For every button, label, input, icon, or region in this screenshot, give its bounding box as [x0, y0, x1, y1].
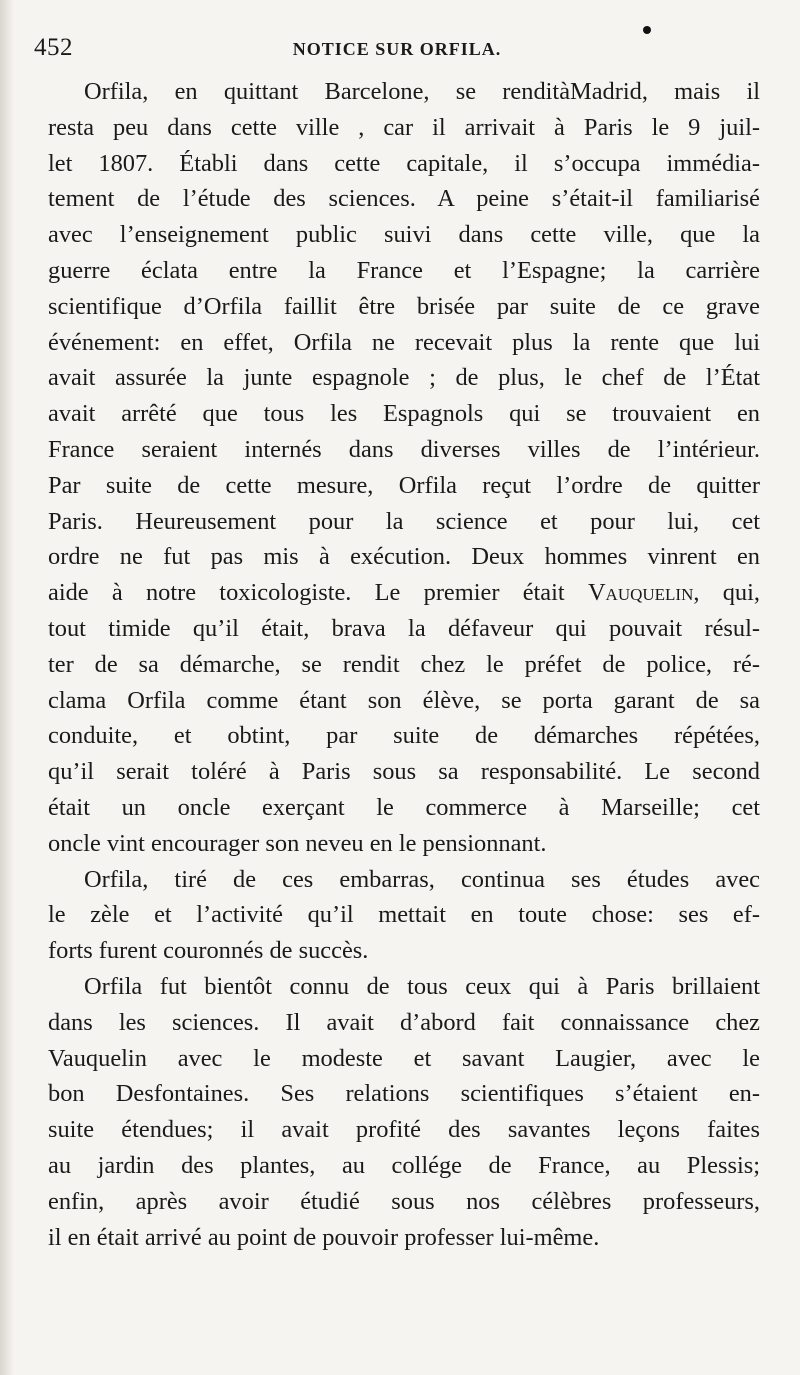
text-line: oncle vint encourager son neveu en le pensionnant. [48, 829, 547, 857]
text-line: tement de l’étude des sciences. A peine s’était-il familiarisé [48, 185, 760, 213]
text-line: ter de sa démarche, se rendit chez le préfet de police, ré- [48, 650, 760, 678]
text-line: avait arrêté que tous les Espagnols qui se trouvaient en [48, 400, 760, 428]
text-line: tout timide qu’il était, brava la défaveur qui pouvait résul- [48, 614, 760, 642]
ink-dot [643, 26, 651, 34]
text-line: guerre éclata entre la France et l’Espagne; la carrière [48, 256, 760, 284]
text-line: suite étendues; il avait profité des savantes leçons faites [48, 1116, 760, 1144]
paragraph-2 [48, 862, 760, 969]
body-text [48, 74, 760, 1255]
text-line: dans les sciences. Il avait d’abord fait connaissance chez [48, 1008, 760, 1036]
text-line: France seraient internés dans diverses villes de l’intérieur. [48, 435, 760, 463]
text-line: Par suite de cette mesure, Orfila reçut l’ordre de quitter [48, 471, 760, 499]
text-line: ordre ne fut pas mis à exécution. Deux hommes vinrent en [48, 543, 760, 571]
text-line: il en était arrivé au point de pouvoir professer lui-même. [48, 1223, 600, 1251]
text-line: let 1807. Établi dans cette capitale, il s’occupa immédia- [48, 149, 760, 177]
text-line: qu’il serait toléré à Paris sous sa responsabilité. Le second [48, 758, 760, 786]
text-line: enfin, après avoir étudié sous nos célèbres professeurs, [48, 1187, 760, 1215]
text-line-with-smallcaps [48, 575, 760, 611]
page-gutter-shadow [0, 0, 14, 1375]
text-line: le zèle et l’activité qu’il mettait en toute chose: ses ef- [48, 901, 760, 929]
smallcaps-name: Vauquelin [587, 579, 694, 607]
text-fragment: aide à notre toxicologiste. Le premier était [48, 579, 588, 607]
text-line: avec l’enseignement public suivi dans cette ville, que la [48, 221, 760, 249]
text-line: conduite, et obtint, par suite de démarches répétées, [48, 722, 760, 750]
text-fragment: , qui, [693, 579, 760, 607]
text-line: avait assurée la junte espagnole ; de plus, le chef de l’État [48, 364, 760, 392]
text-line: resta peu dans cette ville , car il arrivait à Paris le 9 juil- [48, 113, 760, 141]
page-number: 452 [34, 34, 73, 61]
text-line: Orfila fut bientôt connu de tous ceux qui à Paris brillaient [84, 972, 760, 1000]
text-line: bon Desfontaines. Ses relations scientifiques s’étaient en- [48, 1080, 760, 1108]
text-line: événement: en effet, Orfila ne recevait plus la rente que lui [48, 328, 760, 356]
text-line: forts furent couronnés de succès. [48, 937, 369, 965]
paragraph-1 [48, 74, 760, 862]
page-header [34, 34, 760, 64]
text-line: scientifique d’Orfila faillit être brisée par suite de ce grave [48, 292, 760, 320]
text-line: Paris. Heureusement pour la science et pour lui, cet [48, 507, 760, 535]
paragraph-3 [48, 969, 760, 1255]
text-line: clama Orfila comme étant son élève, se porta garant de sa [48, 686, 760, 714]
running-head: NOTICE SUR ORFILA. [292, 39, 502, 59]
text-line: Orfila, tiré de ces embarras, continua ses études avec [84, 865, 760, 893]
text-line: Orfila, en quittant Barcelone, se renditàMadrid, mais il [84, 78, 760, 105]
text-line: Vauquelin avec le modeste et savant Laugier, avec le [48, 1044, 760, 1072]
text-line: au jardin des plantes, au collége de France, au Plessis; [48, 1151, 760, 1179]
text-line: était un oncle exerçant le commerce à Marseille; cet [48, 793, 760, 821]
